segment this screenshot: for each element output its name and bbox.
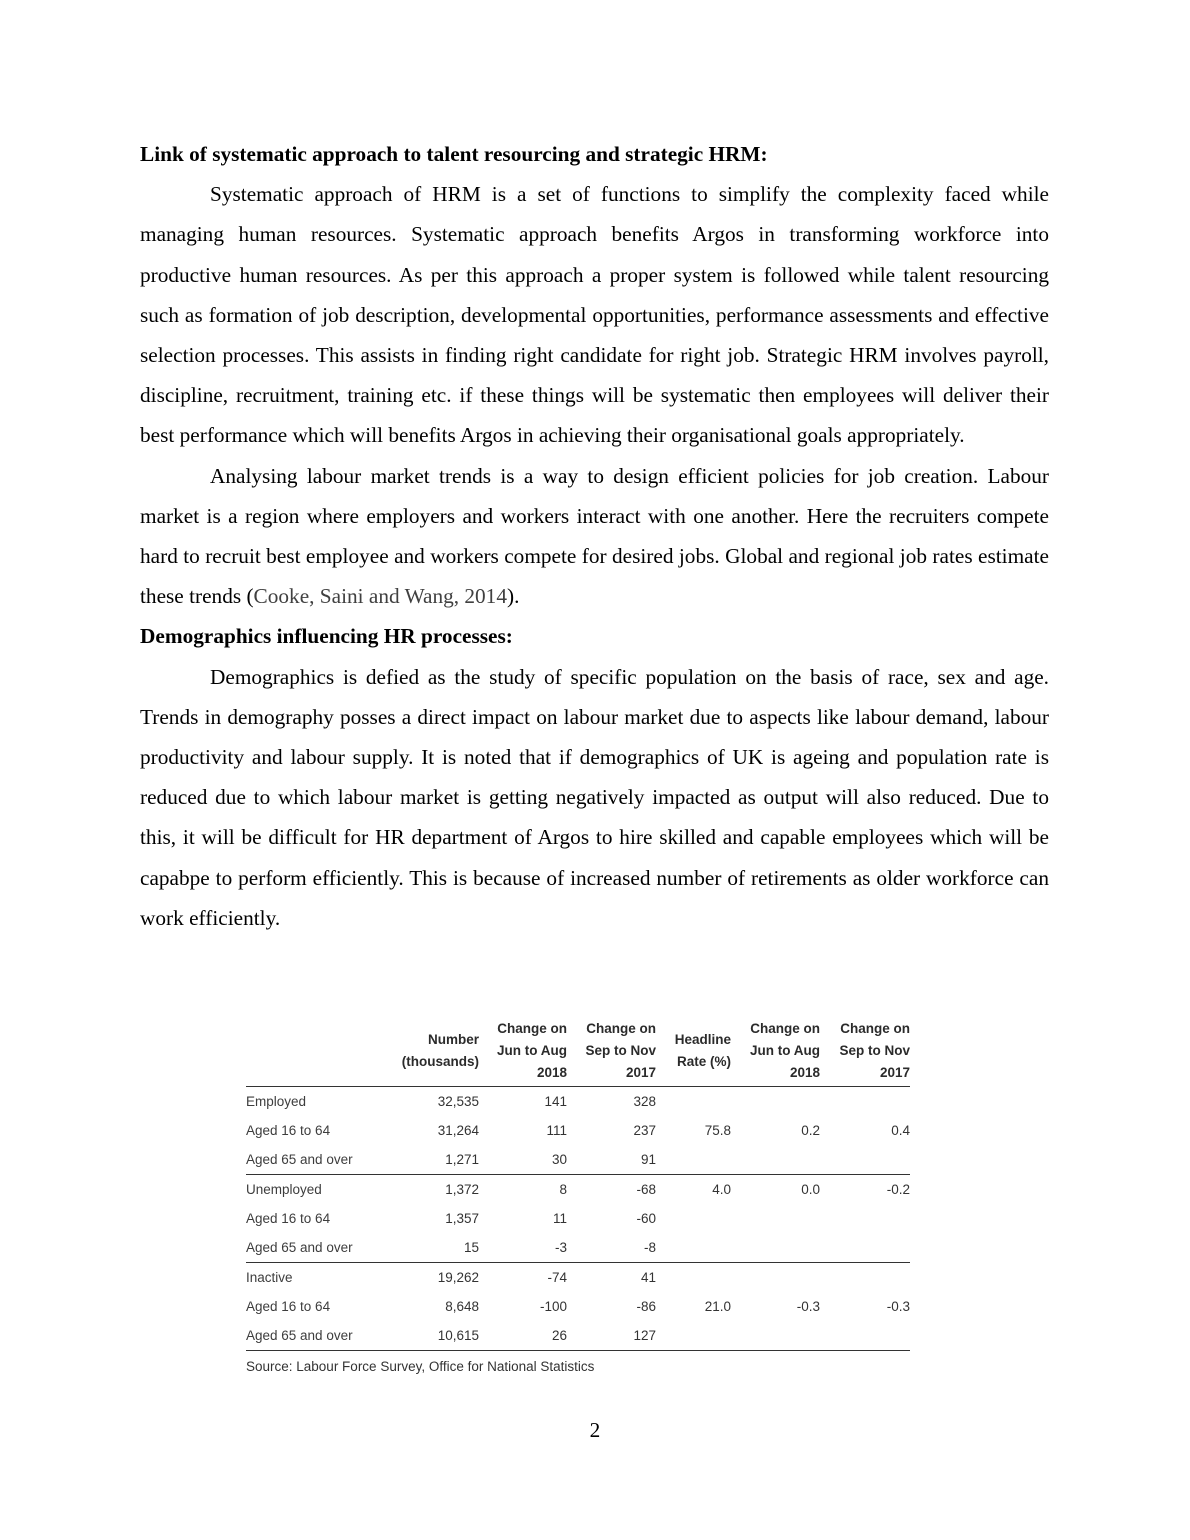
paragraph-demographics: Demographics is defied as the study of specific population on the basis of race, sex and age. Trends in demography posses a direct impact on labour market due to aspects like labour demand, labour productivity and labour supply. It is noted that if demographics of UK is ageing and population rate is reduced due to which labour market is getting negatively impacted as output will also reduced. Due to this, it will be difficult for HR department of Argos to hire skilled and capable employees which will be capabpe to perform efficiently. This is because of increased number of retirements as older workforce can work efficiently. [140,664,1049,930]
header-line: Sep to Nov [839,1043,910,1058]
table-cell: 31,264 [437,1123,479,1138]
table-row-label: Aged 65 and over [246,1233,396,1263]
table-cell [820,1321,910,1351]
table-cell [731,1204,820,1233]
paragraph-labour-market [140,456,1049,617]
table-row-label: Inactive [246,1270,293,1285]
table-cell: 19,262 [437,1270,479,1285]
table-header-row [246,1018,910,1087]
table-cell: 91 [567,1145,656,1175]
table-cell: -100 [539,1299,567,1314]
table-row [246,1292,910,1321]
table-cell: -60 [636,1211,656,1226]
table-row [246,1204,910,1233]
table-cell: 75.8 [704,1123,731,1138]
section-heading-demographics: Demographics influencing HR processes: [140,624,513,649]
table-cell [820,1087,910,1117]
table-cell: 21.0 [704,1299,731,1314]
header-line: Change on [750,1021,820,1036]
header-line: Headline [674,1032,731,1047]
header-line: Jun to Aug [750,1043,820,1058]
table-row-label: Aged 16 to 64 [246,1299,331,1314]
table-source-note: Source: Labour Force Survey, Office for National Statistics [246,1359,595,1374]
table-cell: 328 [633,1094,656,1109]
table-cell: 0.2 [801,1123,820,1138]
table-cell: -0.3 [796,1299,820,1314]
table-cell [731,1263,820,1293]
page-number: 2 [589,1418,601,1442]
table-row [246,1145,910,1175]
table-header-cell [246,1018,396,1087]
table-row [246,1175,910,1205]
table-header-cell [567,1018,656,1087]
labour-statistics-table-figure [246,1018,910,1374]
table-header-cell [656,1018,731,1087]
table-cell: 10,615 [396,1321,479,1351]
table-row-label: Aged 65 and over [246,1321,396,1351]
header-line: Rate (%) [676,1054,731,1069]
table-cell: 1,372 [445,1182,479,1197]
table-cell [656,1087,731,1117]
body-text [140,134,1049,938]
table-cell [656,1145,731,1175]
table-cell: 0.4 [891,1123,910,1138]
section-heading-talent-resourcing: Link of systematic approach to talent resourcing and strategic HRM: [140,142,768,166]
table-cell: -8 [567,1233,656,1263]
table-cell [656,1263,731,1293]
table-row-label: Aged 65 and over [246,1145,396,1175]
table-cell: 0.0 [801,1182,820,1197]
table-row-label: Employed [246,1094,307,1109]
table-cell: -68 [636,1182,656,1197]
table-header-cell [731,1018,820,1087]
table-cell: 127 [567,1321,656,1351]
table-cell: 1,357 [445,1211,479,1226]
table-cell: -0.2 [886,1182,910,1197]
table-cell: 11 [552,1211,567,1226]
table-cell [731,1321,820,1351]
header-line: 2017 [625,1065,656,1080]
table-cell: -86 [636,1299,656,1314]
table-cell: -0.3 [886,1299,910,1314]
table-row [246,1116,910,1145]
table-cell: 32,535 [437,1094,479,1109]
table-cell [820,1145,910,1175]
table-cell [820,1233,910,1263]
header-line: (thousands) [401,1054,479,1069]
header-line: Change on [840,1021,910,1036]
table-header-cell [396,1018,479,1087]
table-row-label: Aged 16 to 64 [246,1211,331,1226]
header-line: Change on [497,1021,567,1036]
table-cell: 30 [479,1145,567,1175]
paragraph-labour-market-text: Analysing labour market trends is a way to design efficient policies for job creation. Labour market is a region where employers and workers interact with one another. Here the recruiters compete hard to recruit best employee and workers compete for desired jobs. Global and regional job rates estimate these trends ( [140,463,1049,609]
table-cell [656,1321,731,1351]
table-cell [731,1087,820,1117]
table-row [246,1087,910,1117]
header-line: Sep to Nov [585,1043,656,1058]
table-header-cell [479,1018,567,1087]
header-line: 2017 [879,1065,910,1080]
table-cell: 41 [640,1270,656,1285]
citation-close: ). [506,584,520,609]
citation: Cooke, Saini and Wang, 2014 [253,584,507,609]
header-line: Number [427,1032,479,1047]
header-line: Change on [586,1021,656,1036]
table-row-label: Unemployed [246,1182,322,1197]
table-cell: 8 [559,1182,567,1197]
table-cell [656,1233,731,1263]
table-cell: -74 [547,1270,567,1285]
table-cell: 4.0 [712,1182,731,1197]
header-line: 2018 [536,1065,567,1080]
table-cell: 15 [396,1233,479,1263]
table-cell [731,1233,820,1263]
table-row [246,1321,910,1351]
paragraph-systematic-approach: Systematic approach of HRM is a set of functions to simplify the complexity faced while managing human resources. Systematic approach benefits Argos in transforming workforce into productive human resources. As per this approach a proper system is followed while talent resourcing such as formation of job description, developmental opportunities, performance assessments and effective selection processes. This assists in finding right candidate for right job. Strategic HRM involves payroll, discipline, recruitment, training etc. if these things will be systematic then employees will deliver their best performance which will benefits Argos in achieving their organisational goals appropriately. [140,182,1049,448]
header-line: 2018 [789,1065,820,1080]
header-line: Jun to Aug [497,1043,567,1058]
table-cell: 1,271 [396,1145,479,1175]
table-cell: 141 [544,1094,567,1109]
table-cell: 26 [479,1321,567,1351]
table-cell [731,1145,820,1175]
labour-statistics-table [246,1018,910,1351]
table-cell: 8,648 [445,1299,479,1314]
table-cell: -3 [479,1233,567,1263]
table-row [246,1263,910,1293]
table-cell [656,1204,731,1233]
table-cell [820,1263,910,1293]
table-body [246,1087,910,1351]
table-row-label: Aged 16 to 64 [246,1123,331,1138]
table-cell: 237 [633,1123,656,1138]
table-row [246,1233,910,1263]
table-header-cell [820,1018,910,1087]
table-cell: 111 [546,1123,567,1138]
table-cell [820,1204,910,1233]
